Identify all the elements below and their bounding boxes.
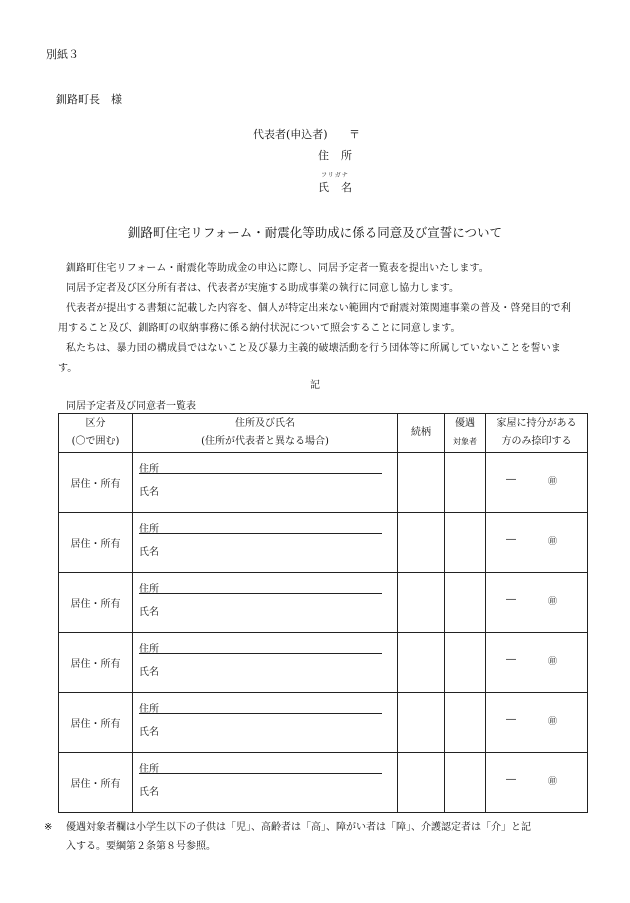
seal-icon: ㊞ <box>548 537 558 547</box>
header-relation: 続柄 <box>398 414 445 453</box>
paragraph-data-usage: 代表者が提出する書類に記載した内容を、個人が特定出来ない範囲内で耐震対策関連事業の普及・啓発目的で利用すること及び、釧路町の収納事務に係る納付状況について照会することに同意します。 <box>58 303 571 334</box>
header-seal <box>486 414 588 453</box>
seal-cell[interactable] <box>486 573 588 633</box>
row-address-label: 住所 <box>139 464 159 475</box>
relation-cell[interactable] <box>398 513 445 573</box>
category-cell[interactable]: 居住・所有 <box>59 453 133 513</box>
relation-cell[interactable] <box>398 453 445 513</box>
header-priority-line2: 対象者 <box>453 437 477 446</box>
priority-cell[interactable] <box>445 453 486 513</box>
dash-mark: ― <box>506 534 516 545</box>
address-underline <box>139 473 382 474</box>
header-category <box>59 414 133 453</box>
address-name-cell[interactable] <box>133 633 398 693</box>
header-category-line1: 区分 <box>85 418 106 429</box>
table-row <box>59 453 588 513</box>
table-row <box>59 753 588 813</box>
name-label: 氏名 <box>318 181 364 194</box>
seal-icon: ㊞ <box>548 717 558 727</box>
row-address-label: 住所 <box>139 704 159 715</box>
seal-cell[interactable] <box>486 453 588 513</box>
furigana-label: フリガナ <box>321 172 349 179</box>
header-seal-line2: 方のみ捺印する <box>501 436 572 447</box>
dash-mark: ― <box>506 654 516 665</box>
dash-mark: ― <box>506 594 516 605</box>
paragraph-consent: 同居予定者及び区分所有者は、代表者が実施する助成事業の執行に同意し協力します。 <box>66 283 460 294</box>
seal-icon: ㊞ <box>548 477 558 487</box>
relation-cell[interactable] <box>398 693 445 753</box>
paragraph-oath: 私たちは、暴力団の構成員ではないこと及び暴力主義的破壊活動を行う団体等に所属していないことを誓います。 <box>58 343 561 374</box>
priority-cell[interactable] <box>445 693 486 753</box>
priority-cell[interactable] <box>445 633 486 693</box>
header-category-line2: (〇で囲む) <box>71 436 120 447</box>
note-mark: ※ <box>44 822 53 833</box>
header-address-line1: 住所及び氏名 <box>235 418 295 429</box>
row-name-label: 氏名 <box>139 607 159 618</box>
header-priority-line1: 優遇 <box>455 418 475 429</box>
dash-mark: ― <box>506 474 516 485</box>
address-underline <box>139 713 382 714</box>
header-priority <box>445 414 486 453</box>
seal-icon: ㊞ <box>548 777 558 787</box>
address-name-cell[interactable] <box>133 573 398 633</box>
row-name-label: 氏名 <box>139 727 159 738</box>
category-cell[interactable]: 居住・所有 <box>59 633 133 693</box>
address-underline <box>139 653 382 654</box>
address-name-cell[interactable] <box>133 453 398 513</box>
table-caption: 同居予定者及び同意者一覧表 <box>66 401 196 412</box>
address-name-cell[interactable] <box>133 753 398 813</box>
address-label: 住所 <box>318 149 364 162</box>
seal-icon: ㊞ <box>548 657 558 667</box>
row-address-label: 住所 <box>139 764 159 775</box>
note-line2: 入する。要綱第２条第８号参照。 <box>66 841 216 852</box>
row-name-label: 氏名 <box>139 547 159 558</box>
postal-mark: 〒 <box>349 128 360 141</box>
address-underline <box>139 773 382 774</box>
representative-label: 代表者(申込者) <box>253 128 328 141</box>
address-underline <box>139 593 382 594</box>
priority-cell[interactable] <box>445 573 486 633</box>
header-address <box>133 414 398 453</box>
row-address-label: 住所 <box>139 524 159 535</box>
relation-cell[interactable] <box>398 573 445 633</box>
seal-cell[interactable] <box>486 693 588 753</box>
row-name-label: 氏名 <box>139 787 159 798</box>
dash-mark: ― <box>506 774 516 785</box>
table-row <box>59 633 588 693</box>
addressee: 釧路町長 様 <box>56 93 122 106</box>
document-title: 釧路町住宅リフォーム・耐震化等助成に係る同意及び宣誓について <box>127 225 503 240</box>
category-cell[interactable]: 居住・所有 <box>59 573 133 633</box>
ki-heading: 記 <box>310 380 320 391</box>
table-row <box>59 573 588 633</box>
header-seal-line1: 家屋に持分がある <box>496 418 577 429</box>
note-line1: 優遇対象者欄は小学生以下の子供は「児」、高齢者は「高」、障がい者は「障」、介護認定者は「介」と記 <box>66 822 531 833</box>
seal-cell[interactable] <box>486 633 588 693</box>
row-address-label: 住所 <box>139 584 159 595</box>
row-name-label: 氏名 <box>139 667 159 678</box>
seal-icon: ㊞ <box>548 597 558 607</box>
row-name-label: 氏名 <box>139 487 159 498</box>
dash-mark: ― <box>506 714 516 725</box>
category-cell[interactable]: 居住・所有 <box>59 693 133 753</box>
relation-cell[interactable] <box>398 633 445 693</box>
address-name-cell[interactable] <box>133 693 398 753</box>
table-row <box>59 513 588 573</box>
category-cell[interactable]: 居住・所有 <box>59 513 133 573</box>
paragraph-application: 釧路町住宅リフォーム・耐震化等助成金の申込に際し、同居予定者一覧表を提出いたします。 <box>66 263 489 274</box>
address-name-cell[interactable] <box>133 513 398 573</box>
footnote <box>44 818 584 856</box>
cohabitant-table <box>58 413 588 813</box>
seal-cell[interactable] <box>486 753 588 813</box>
relation-cell[interactable] <box>398 753 445 813</box>
document-id: 別紙３ <box>46 48 79 61</box>
address-underline <box>139 533 382 534</box>
table-header-row <box>59 414 588 453</box>
seal-cell[interactable] <box>486 513 588 573</box>
row-address-label: 住所 <box>139 644 159 655</box>
table-row <box>59 693 588 753</box>
category-cell[interactable]: 居住・所有 <box>59 753 133 813</box>
priority-cell[interactable] <box>445 513 486 573</box>
priority-cell[interactable] <box>445 753 486 813</box>
header-address-line2: (住所が代表者と異なる場合) <box>201 436 329 447</box>
